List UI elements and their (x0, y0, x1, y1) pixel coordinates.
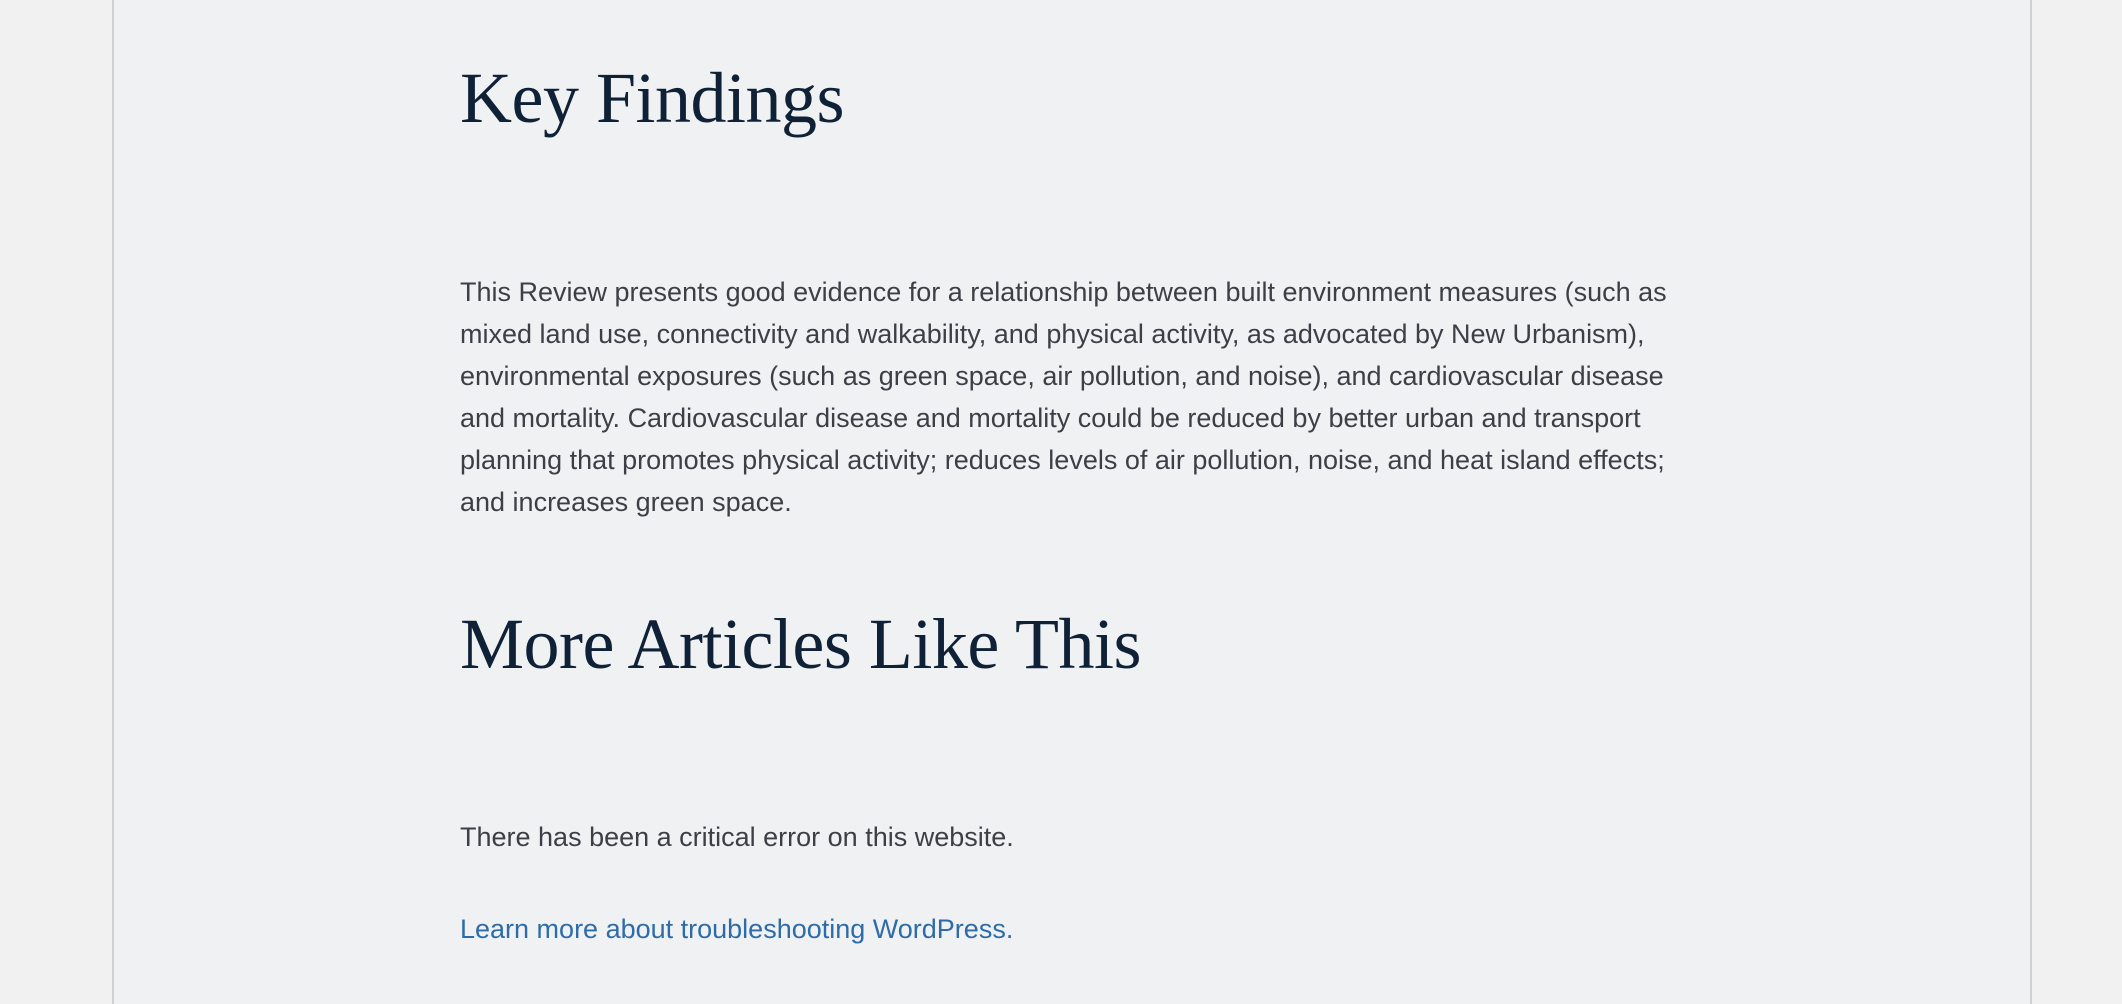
key-findings-heading: Key Findings (460, 58, 845, 138)
critical-error-message: There has been a critical error on this website. (460, 822, 1014, 852)
more-articles-heading: More Articles Like This (460, 604, 1142, 684)
key-findings-paragraph: This Review presents good evidence for a relationship between built environment measures (such as mixed land use, connectivity and walkability, and physical activity, as advocated by New Urbanism), environmental exposures (such as green space, air pollution, and noise), and cardiovascular disease and mortality. Cardiovascular disease and mortality could be reduced by better urban and transport planning that promotes physical activity; reduces levels of air pollution, noise, and heat island effects; and increases green space. (460, 277, 1667, 517)
page-frame (112, 0, 2032, 1004)
troubleshooting-link[interactable]: Learn more about troubleshooting WordPress. (460, 914, 1014, 944)
